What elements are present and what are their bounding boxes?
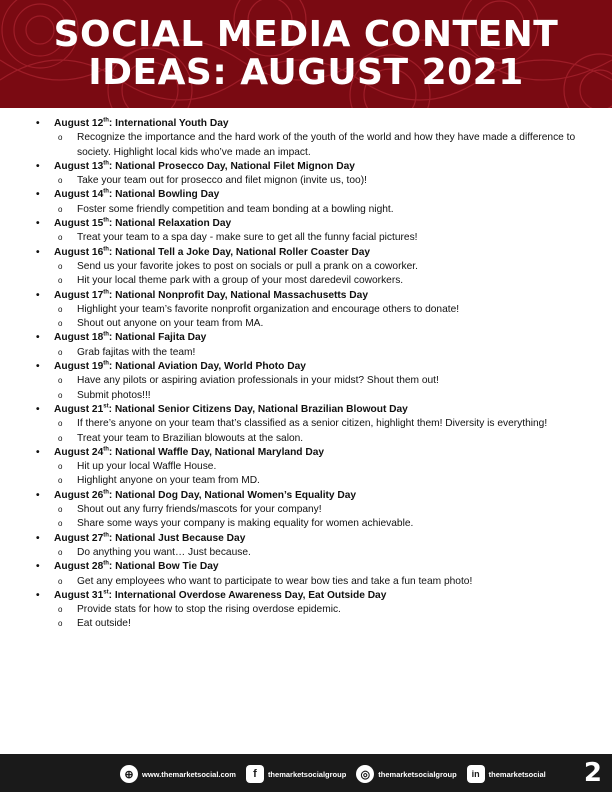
idea-list [54,131,576,160]
instagram-icon: ◎ [356,765,374,783]
idea-item [54,174,576,188]
idea-item [54,374,576,388]
content-list-area [36,117,576,632]
sub-bullet: o [58,519,63,529]
bullet: • [36,589,40,601]
sub-bullet: o [58,605,63,615]
day-date: August 15 [54,218,104,230]
idea-text: Hit your local theme park with a group of your most daredevil coworkers. [77,275,404,287]
day-heading [54,189,219,200]
idea-list [54,231,576,245]
sub-bullet: o [58,176,63,186]
linkedin-icon: in [467,765,485,783]
day-item [36,117,576,160]
idea-item [54,474,576,488]
sub-bullet: o [58,204,63,214]
day-date-suffix: th [103,332,109,339]
sub-bullet: o [58,576,63,586]
day-date: August 27 [54,532,104,544]
day-date: August 19 [54,361,104,373]
facebook-icon: f [246,765,264,783]
idea-text: If there’s anyone on your team that’s classified as a senior citizen, highlight them! Diversity is everything! [77,418,548,430]
idea-list [54,174,576,188]
page-title [0,16,612,92]
title-line-2: IDEAS: AUGUST 2021 [88,52,524,93]
day-date-suffix: th [103,217,109,224]
idea-item [54,231,576,245]
idea-item [54,346,576,360]
day-observances: : National Nonprofit Day, National Massachusetts Day [108,289,368,301]
website-text: www.themarketsocial.com [142,769,236,779]
day-item [36,160,576,189]
day-observances: : National Tell a Joke Day, National Roller Coaster Day [108,246,371,258]
header-banner [0,0,612,108]
idea-item [54,131,576,160]
day-observances: : National Aviation Day, World Photo Day [108,361,306,373]
instagram-link[interactable] [356,765,456,783]
day-date-suffix: th [103,446,109,453]
idea-text: Share some ways your company is making equality for women achievable. [77,518,414,530]
footer-social-links [120,764,546,784]
day-item [36,403,576,446]
idea-text: Highlight your team’s favorite nonprofit organization and encourage others to donate! [77,303,460,315]
day-date: August 21 [54,403,104,415]
sub-bullet: o [58,462,63,472]
idea-item [54,575,576,589]
idea-item [54,603,576,617]
idea-text: Provide stats for how to stop the rising overdose epidemic. [77,604,341,616]
facebook-link[interactable] [246,765,346,783]
idea-list [54,203,576,217]
bullet: • [36,189,40,201]
idea-text: Take your team out for prosecco and filet mignon (invite us, too)! [77,175,367,187]
day-heading [54,161,355,172]
day-observances: : National Fajita Day [108,332,207,344]
sub-bullet: o [58,390,63,400]
idea-list [54,546,576,560]
linkedin-text: themarketsocial [488,769,546,779]
day-heading [54,332,206,343]
sub-bullet: o [58,347,63,357]
idea-text: Recognize the importance and the hard work of the youth of the world and how they have made a difference to society. Highlight local kids who’ve made an impact. [77,132,576,158]
day-date-suffix: th [103,117,109,124]
sub-bullet: o [58,304,63,314]
day-heading [54,290,368,301]
idea-text: Submit photos!!! [77,389,151,401]
day-item [36,360,576,403]
idea-list [54,417,576,446]
idea-text: Foster some friendly competition and team bonding at a bowling night. [77,203,394,215]
idea-item [54,317,576,331]
idea-item [54,417,576,431]
day-item [36,289,576,332]
bullet: • [36,289,40,301]
idea-item [54,432,576,446]
idea-item [54,617,576,631]
day-observances: : International Overdose Awareness Day, Eat Outside Day [108,589,387,601]
bullet: • [36,332,40,344]
day-observances: : National Bow Tie Day [108,561,219,573]
bullet: • [36,403,40,415]
day-observances: : National Prosecco Day, National Filet Mignon Day [108,160,355,172]
day-observances: : International Youth Day [108,118,229,129]
day-date: August 14 [54,189,104,201]
day-date: August 18 [54,332,104,344]
bullet: • [36,489,40,501]
idea-text: Treat your team to Brazilian blowouts at the salon. [77,432,304,444]
idea-list [54,503,576,532]
day-observances: : National Senior Citizens Day, National Brazilian Blowout Day [108,403,408,415]
day-date: August 12 [54,118,104,129]
sub-bullet: o [58,276,63,286]
bullet: • [36,561,40,573]
facebook-text: themarketsocialgroup [267,769,347,779]
idea-list [54,374,576,403]
sub-bullet: o [58,505,63,515]
page-number: 2 [583,758,602,788]
idea-item [54,203,576,217]
day-date-suffix: th [103,532,109,539]
day-date-suffix: th [103,246,109,253]
day-date: August 16 [54,246,104,258]
day-date-suffix: th [103,360,109,367]
day-date: August 31 [54,589,104,601]
day-heading [54,247,370,258]
day-heading [54,490,356,501]
day-item [36,217,576,246]
day-heading [54,533,245,544]
day-item [36,331,576,360]
day-item [36,188,576,217]
day-date-suffix: th [103,560,109,567]
sub-bullet: o [58,376,63,386]
instagram-text: themarketsocialgroup [378,769,457,779]
idea-list [54,575,576,589]
day-item [36,246,576,289]
day-date-suffix: th [103,489,109,496]
bullet: • [36,532,40,544]
day-date: August 24 [54,446,104,458]
day-heading [54,361,306,372]
day-heading [54,590,386,601]
idea-text: Highlight anyone on your team from MD. [77,475,260,487]
day-date-suffix: th [103,189,109,196]
day-date-suffix: th [103,160,109,167]
bullet: • [36,218,40,230]
day-date: August 17 [54,289,104,301]
sub-bullet: o [58,319,63,329]
day-heading [54,118,229,129]
idea-item [54,546,576,560]
idea-item [54,303,576,317]
idea-text: Have any pilots or aspiring aviation professionals in your midst? Shout them out! [77,375,439,387]
idea-list [54,303,576,332]
day-date: August 26 [54,489,104,501]
day-date-suffix: th [103,289,109,296]
idea-list [54,460,576,489]
idea-item [54,460,576,474]
footer-bar [0,754,612,792]
sub-bullet: o [58,476,63,486]
idea-list [54,260,576,289]
idea-text: Grab fajitas with the team! [77,346,196,358]
idea-text: Hit up your local Waffle House. [77,461,217,473]
day-item [36,532,576,561]
idea-item [54,503,576,517]
day-date: August 13 [54,160,104,172]
globe-icon: ⊕ [120,765,138,783]
sub-bullet: o [58,619,63,629]
idea-text: Get any employees who want to participate to wear bow ties and take a fun team photo! [77,575,473,587]
sub-bullet: o [58,419,63,429]
title-line-1: SOCIAL MEDIA CONTENT [53,14,559,55]
idea-list [54,346,576,360]
sub-bullet: o [58,233,63,243]
bullet: • [36,246,40,258]
idea-list [54,603,576,632]
day-observances: : National Bowling Day [108,189,220,201]
idea-item [54,260,576,274]
day-item [36,560,576,589]
day-item [36,446,576,489]
idea-text: Treat your team to a spa day - make sure to get all the funny facial pictures! [77,232,418,244]
day-heading [54,447,324,458]
bullet: • [36,446,40,458]
sub-bullet: o [58,133,63,143]
bullet: • [36,160,40,172]
day-date-suffix: st [103,403,109,410]
day-heading [54,218,231,229]
linkedin-link[interactable] [467,765,546,783]
day-date: August 28 [54,561,104,573]
day-date-suffix: st [103,589,109,596]
day-observances: : National Dog Day, National Women’s Equality Day [108,489,357,501]
sub-bullet: o [58,261,63,271]
day-item [36,489,576,532]
day-heading [54,404,408,415]
bullet: • [36,361,40,373]
sub-bullet: o [58,547,63,557]
bullet: • [36,118,40,129]
idea-text: Send us your favorite jokes to post on socials or pull a prank on a coworker. [77,260,418,272]
idea-item [54,274,576,288]
day-heading [54,561,219,572]
idea-item [54,517,576,531]
day-observances: : National Relaxation Day [108,218,232,230]
idea-item [54,389,576,403]
day-observances: : National Just Because Day [108,532,246,544]
website-link[interactable] [120,765,236,783]
day-observances: : National Waffle Day, National Maryland Day [108,446,325,458]
idea-text: Eat outside! [77,618,131,630]
day-item [36,589,576,632]
days-list [36,117,576,632]
idea-text: Do anything you want… Just because. [77,546,251,558]
sub-bullet: o [58,433,63,443]
idea-text: Shout out anyone on your team from MA. [77,318,264,330]
idea-text: Shout out any furry friends/mascots for your company! [77,504,322,516]
